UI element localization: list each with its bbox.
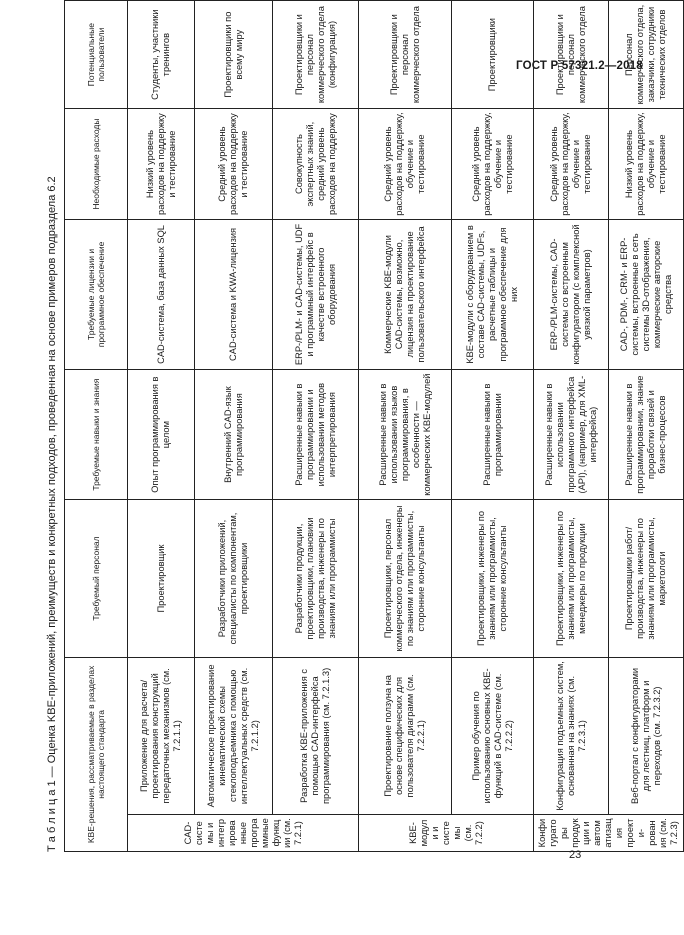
cell-software: CAD-система, база данных SQL	[128, 219, 195, 369]
cell-costs: Совокупность экспертных знаний, средний уровень расходов на поддержку	[273, 109, 359, 220]
cell-solution: Приложение для расчета/проектирования конструкций передаточных механизмов (см. 7.2.1.1)	[128, 657, 195, 814]
cell-solution: Разработка KBE-приложения с помощью CAD-интерфейса программирования (см. 7.2.1.3)	[273, 657, 359, 814]
table-row	[359, 1, 452, 852]
cell-personnel: Проектировщики работ/производства, инженеры по знаниям или программисты, маркетологи	[609, 500, 684, 657]
cell-users: Проектировщики по всему миру	[195, 1, 273, 109]
cell-costs: Средний уровень расходов на поддержку, обучение и тестирование	[452, 109, 534, 220]
cell-skills: Расширенные навыки в использовании языков программирования, в особенности — коммерческих KBE-модулей	[359, 369, 452, 499]
cell-costs: Низкий уровень расходов на поддержку и тестирование	[128, 109, 195, 220]
cell-personnel: Проектировщики, инженеры по знаниям или программисты, менеджеры по продукции	[534, 500, 609, 657]
column-header-costs: Необходимые расходы	[65, 109, 128, 220]
cell-software: ERP-/PLM- и CAD-системы, UDF и программный интерфейс в качестве встроенного оборудования	[273, 219, 359, 369]
column-header-users: Потенциальные пользователи	[65, 1, 128, 109]
group-label-configurators: Конфигураторы продукции и автоматизация проекти-рования (см. 7.2.3)	[534, 815, 684, 852]
cell-solution: Конфигурация подъемных систем, основанная на знаниях (см. 7.2.3.1)	[534, 657, 609, 814]
table-row	[195, 1, 273, 852]
group-label-cad: CAD-системы и интегрированные программные функции (см. 7.2.1)	[128, 815, 359, 852]
cell-costs: Низкий уровень расходов на поддержку, обучение и тестирование	[609, 109, 684, 220]
standard-header: ГОСТ Р 57321.2—2018	[516, 60, 643, 72]
cell-skills: Расширенные навыки в использовании программного интерфейса (API), (например, для XML-интерфейса)	[534, 369, 609, 499]
cell-users: Студенты, участники тренингов	[128, 1, 195, 109]
table-row	[534, 1, 609, 852]
table-caption: Т а б л и ц а 1 — Оценка KBE-приложений, преимуществ и конкретных подходов, проведенная на основе примеров подраздела 6.2	[46, 176, 58, 852]
cell-skills: Расширенные навыки в программировании	[452, 369, 534, 499]
rotated-table-block	[42, 0, 679, 852]
cell-skills: Внутренний CAD-язык программирования	[195, 369, 273, 499]
cell-solution: Автоматическое проектирование кинематической схемы стеклоподъемника с помощью интеллектуальных средств (см. 7.2.1.2)	[195, 657, 273, 814]
cell-skills: Расширенные навыки в программировании и использовании методов интерпретирования	[273, 369, 359, 499]
table-row	[452, 1, 534, 852]
cell-software: ERP-/PLM-системы, CAD-системы со встроенным конфигуратором (с комплексной увязкой параметров)	[534, 219, 609, 369]
cell-solution: Проектирование ползуна на основе специфических для пользователя диаграмм (см. 7.2.2.1)	[359, 657, 452, 814]
cell-solution: Веб-портал с конфигураторами для лестниц, платформ и переходов (см. 7.2.3.2)	[609, 657, 684, 814]
table-row	[273, 1, 359, 852]
evaluation-table	[64, 0, 684, 852]
cell-software: CAD-, PDM-, CRM- и ERP-системы, встроенные в сеть системы 3D-отображения, коммерческие авторские средства	[609, 219, 684, 369]
table-header-row	[65, 1, 128, 852]
column-header-solutions: KBE-решения, рассматриваемые в разделах настоящего стандарта	[65, 657, 128, 851]
cell-software: KBE-модули с оборудованием в составе CAD-системы, UDFs, расчетные таблицы и программное обеспечение для них	[452, 219, 534, 369]
column-header-skills: Требуемые навыки и знания	[65, 369, 128, 499]
cell-users: Проектировщики и персонал коммерческого отдела (конфигурация)	[273, 1, 359, 109]
cell-users: Проектировщики	[452, 1, 534, 109]
cell-skills: Расширенные навыки в программировании, знание проработки связей и бизнес-процессов	[609, 369, 684, 499]
page-number: 23	[569, 849, 582, 861]
cell-costs: Средний уровень расходов на поддержку, обучение и тестирование	[359, 109, 452, 220]
cell-solution: Пример обучения по использованию основных KBE-функций в CAD-системе (см. 7.2.2.2)	[452, 657, 534, 814]
cell-personnel: Проектировщики, инженеры по знаниям или программисты, сторонние консультанты	[452, 500, 534, 657]
cell-users: Персонал коммерческого отдела, заказчики, сотрудники технических отделов	[609, 1, 684, 109]
cell-software: CAD-система и KWA-лицензия	[195, 219, 273, 369]
cell-costs: Средний уровень расходов на поддержку и тестирование	[195, 109, 273, 220]
cell-costs: Средний уровень расходов на поддержку, обучение и тестирование	[534, 109, 609, 220]
table-row	[128, 1, 195, 852]
group-label-kbe-modules: KBE-модули и системы (см. 7.2.2)	[359, 815, 534, 852]
cell-users: Проектировщики и персонал коммерческого отдела	[534, 1, 609, 109]
cell-skills: Опыт программирования в целом	[128, 369, 195, 499]
column-header-software: Требуемые лицензии и программное обеспечение	[65, 219, 128, 369]
cell-personnel: Разработчики продукции, проектировщики, плановики производства, инженеры по знаниям или программисты	[273, 500, 359, 657]
column-header-personnel: Требуемый персонал	[65, 500, 128, 657]
cell-users: Проектировщики и персонал коммерческого отдела	[359, 1, 452, 109]
cell-personnel: Разработчики приложений, специалисты по компонентам, проектировщики	[195, 500, 273, 657]
cell-personnel: Проектировщики, персонал коммерческого отдела, инженеры по знаниям или программисты, сторонние консультанты	[359, 500, 452, 657]
cell-software: Коммерческие KBE-модули CAD-системы, возможно, лицензия на проектирование пользовательского интерфейса	[359, 219, 452, 369]
cell-personnel: Проектировщик	[128, 500, 195, 657]
table-row	[609, 1, 684, 852]
